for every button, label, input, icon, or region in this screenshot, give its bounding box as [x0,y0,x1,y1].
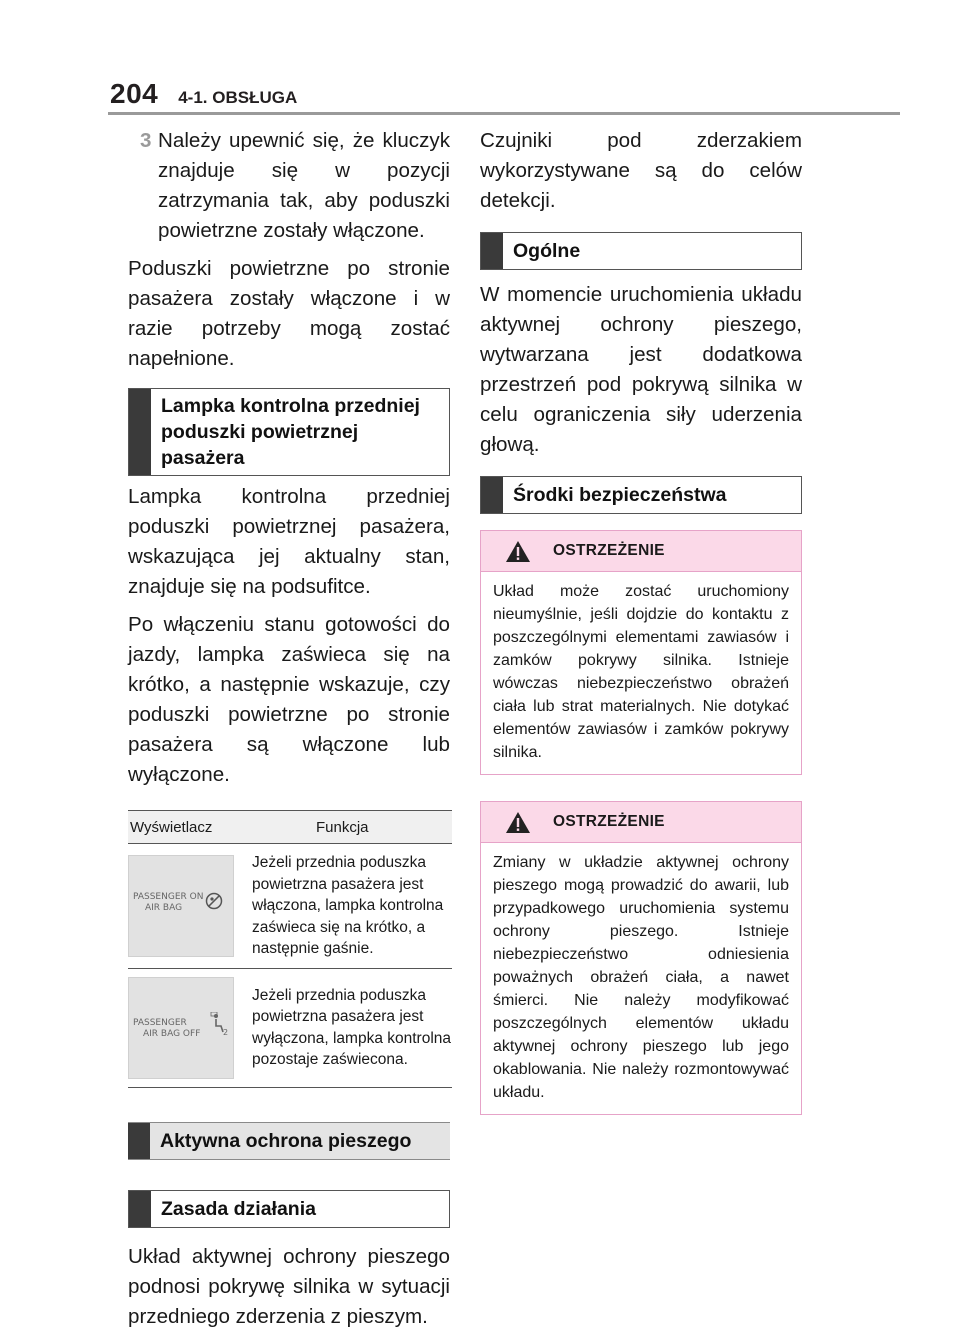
warning-triangle-icon [505,811,531,834]
section-heading-text: Środki bezpieczeństwa [513,484,727,506]
page-number: 204 [110,78,159,109]
paragraph: Poduszki powietrzne po stronie pasażera zostały włączone i w razie potrzeby mogą zostać napełnione. [128,257,450,370]
section-marker [128,1123,150,1159]
section-marker [481,233,503,269]
chapter-title: 4-1. OBSŁUGA [178,88,298,107]
step-number: 3 [140,129,152,152]
header-divider [108,112,900,115]
step-text: Należy upewnić się, że kluczyk znajduje się w pozycji zatrzymania tak, aby poduszki powietrzne zostały włączone. [158,129,450,242]
warning-box [480,801,802,1115]
table-header-row [128,811,452,844]
table-cell-display [128,844,252,969]
warning-header [481,531,801,572]
table-cell-function: Jeżeli przednia poduszka powietrzna pasażera jest wyłączona, lampka kontrolna pozostaje zaświecona. [252,968,452,1087]
section-heading-text: Lampka kontrolna przedniej poduszki powietrznej pasażera [161,395,420,469]
table-row [128,844,452,969]
section-heading [128,1190,450,1228]
section-heading [480,232,802,270]
airbag-off-icon [209,1012,229,1040]
warning-box [480,530,802,775]
section-heading-text: Aktywna ochrona pieszego [160,1129,412,1152]
svg-text:2: 2 [223,1027,229,1036]
paragraph: W momencie uruchomienia układu aktywnej ochrony pieszego, wytwarzana jest dodatkowa przestrzeń pod pokrywą silnika w celu ograniczenia siły uderzenia głową. [480,283,802,456]
indicator-table [128,810,452,1088]
warning-text: Układ może zostać uruchomiony nieumyślnie, jeśli dojdzie do kontaktu z poszczególnymi elementami zawiasów i zamków pokrywy silnika. Istnieje wówczas niebezpieczeństwo obrażeń ciała lub strat materialnych. Nie dotykać elementów zawiasów i zamków pokrywy silnika. [493,583,789,761]
indicator-image [128,977,234,1079]
paragraph: Po włączeniu stanu gotowości do jazdy, lampka zaświeca się na krótko, a następnie wskazuje, czy poduszki powietrzne po stronie pasażera są włączone lub wyłączone. [128,613,450,786]
table-cell-function: Jeżeli przednia poduszka powietrzna pasażera jest włączona, lampka kontrolna zaświeca się na krótko, a następnie gaśnie. [252,844,452,969]
indicator-label: PASSENGER AIR BAG OFF [133,1017,201,1039]
table-header-display: Wyświetlacz [128,811,252,844]
paragraph: Czujniki pod zderzakiem wykorzystywane są do celów detekcji. [480,129,802,212]
section-marker [481,477,503,513]
warning-title: OSTRZEŻENIE [553,813,665,830]
table-row [128,968,452,1087]
page-header [110,78,297,110]
warning-title: OSTRZEŻENIE [553,542,665,559]
airbag-on-icon [205,892,223,914]
table-cell-display [128,968,252,1087]
indicator-image [128,855,234,957]
paragraph: Układ aktywnej ochrony pieszego podnosi pokrywę silnika w sytuacji przedniego zderzenia z pieszym. [128,1244,450,1328]
warning-header [481,802,801,843]
left-column [128,126,450,1332]
section-heading-text: Zasada działania [161,1197,316,1220]
section-heading [128,388,450,476]
section-heading [128,1122,450,1160]
section-heading-text: Ogólne [513,240,581,262]
indicator-label: PASSENGER ON AIR BAG [133,891,204,913]
warning-text: Zmiany w układzie aktywnej ochrony pieszego mogą prowadzić do awarii, lub przypadkowego uruchomienia systemu ochrony pieszego. Istnieje niebezpieczeństwo odniesienia poważnych obrażeń ciała, a nawet śmierci. Nie należy modyfikować poszczególnych elementów układu aktywnej ochrony pieszego lub jego okablowania. Nie należy rozmontowywać układu. [493,854,789,1101]
section-heading [480,476,802,514]
section-marker [129,389,151,475]
section-marker [129,1191,151,1227]
step-item [128,126,450,246]
right-column [480,126,802,1115]
paragraph: Lampka kontrolna przedniej poduszki powietrznej pasażera, wskazująca jej aktualny stan, znajduje się na podsufitce. [128,485,450,598]
warning-triangle-icon [505,540,531,563]
table-header-function: Funkcja [252,811,452,844]
